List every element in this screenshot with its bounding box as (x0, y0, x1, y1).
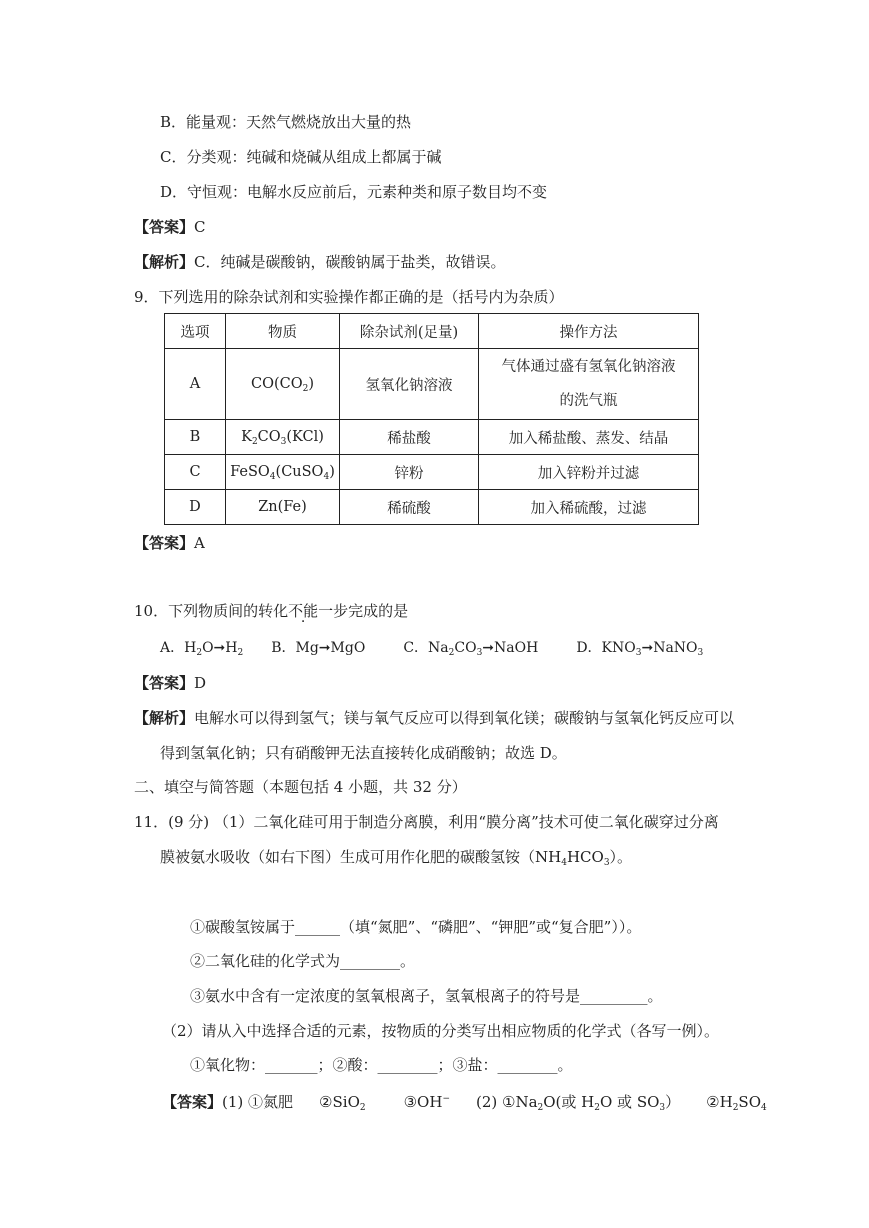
q10-options (160, 638, 703, 658)
row-substance: $CO(CO_2)$ (226, 349, 340, 420)
row-option: B (165, 420, 226, 455)
answer-line (134, 217, 206, 237)
q10-explanation-line2: 得到氢氧化钠；只有硝酸钾无法直接转化成硝酸钠；故选 D。 (160, 744, 567, 762)
table-row (165, 490, 699, 525)
row-substance: FeSO$_4$(CuSO$_4$) (226, 455, 340, 490)
q10-option-c: C．$Na_2CO_3➞NaOH$ (403, 640, 539, 658)
answer-value: D (194, 674, 207, 692)
row-option: A (165, 349, 226, 420)
q10-explanation-line (134, 708, 734, 728)
q11-line2: 膜被氨水吸收（如右下图）生成可用作化肥的碳酸氢铵$(NH_4HCO_3)$。 (160, 848, 633, 868)
answer-part-e: O(或 H (543, 1093, 595, 1111)
row-operation (479, 349, 699, 420)
table-row (165, 349, 699, 420)
q10-stem (134, 601, 408, 621)
row-operation-line2: 的洗气瓶 (559, 393, 618, 409)
answer-value: C (194, 218, 206, 236)
row-reagent: 氢氧化钠溶液 (340, 349, 479, 420)
explanation-line (134, 252, 506, 272)
table-row (165, 455, 699, 490)
explanation-text: 电解水可以得到氢气；镁与氧气反应可以得到氧化镁；碳酸钠与氢氧化钙反应可以 (194, 709, 735, 727)
explanation-tag: 【解析】 (134, 709, 195, 727)
table-row (165, 420, 699, 455)
row-option: C (165, 455, 226, 490)
header-substance: 物质 (226, 314, 340, 349)
explanation-tag: 【解析】 (134, 253, 195, 271)
q11-part2-subs: ①氧化物：_______；②酸：________；③盐：________。 (190, 1056, 573, 1074)
answer-part-g: ） (665, 1093, 681, 1111)
q10-stem-emphasis: 不能 (288, 602, 319, 620)
answer-value: A (194, 534, 205, 552)
row-operation: 加入稀硫酸，过滤 (479, 490, 699, 525)
answer-tag: 【答案】 (162, 1093, 223, 1111)
answer-tag: 【答案】 (134, 534, 195, 552)
q11-line1: 11．(9 分) （1）二氧化硅可用于制造分离膜，利用“膜分离”技术可使二氧化碳穿过分离 (134, 813, 719, 831)
option-b: B．能量观：天然气燃烧放出大量的热 (160, 113, 412, 131)
header-operation: 操作方法 (479, 314, 699, 349)
answer-tag: 【答案】 (134, 218, 195, 236)
answer-tag: 【答案】 (134, 674, 195, 692)
answer-part-f: O 或 SO (599, 1093, 660, 1111)
q10-option-a: A．$H_2O➞H_2$ (160, 640, 244, 658)
row-substance: Zn(Fe) (226, 490, 340, 525)
q10-stem-post: 一步完成的是 (318, 602, 409, 620)
q10-answer-line (134, 673, 206, 693)
header-reagent: 除杂试剂(足量) (340, 314, 479, 349)
option-d: D．守恒观：电解水反应前后，元素种类和原子数目均不变 (160, 183, 548, 201)
row-option: D (165, 490, 226, 525)
q10-option-b: B．Mg➞MgO (271, 640, 366, 656)
q11-sub1: ①碳酸氢铵属于______（填“氮肥”、“磷肥”、“钾肥”或“复合肥”））。 (190, 918, 642, 936)
explanation-text: C．纯碱是碳酸钠，碳酸钠属于盐类，故错误。 (194, 253, 506, 271)
q11-sub3: ③氨水中含有一定浓度的氢氧根离子，氢氧根离子的符号是_________。 (190, 987, 663, 1005)
q10-stem-pre: 10．下列物质间的转化 (134, 602, 289, 620)
q9-answer-line (134, 533, 205, 553)
answer-part-b: ②SiO$_2$ (319, 1093, 366, 1113)
row-reagent: 锌粉 (340, 455, 479, 490)
row-reagent: 稀盐酸 (340, 420, 479, 455)
q9-table (164, 313, 699, 525)
header-option: 选项 (165, 314, 226, 349)
answer-part-c: ③OH (403, 1093, 443, 1111)
q11-part2: （2）请从入中选择合适的元素，按物质的分类写出相应物质的化学式（各写一例）。 (162, 1022, 720, 1040)
option-c: C．分类观：纯碱和烧碱从组成上都属于碱 (160, 148, 442, 166)
answer-part-a: (1) ①氮肥 (222, 1093, 294, 1111)
q11-sub2: ②二氧化硅的化学式为________。 (190, 952, 416, 970)
q10-option-d: D．$KNO_3➞NaNO_3$ (576, 640, 704, 658)
q9-stem: 9．下列选用的除杂试剂和实验操作都正确的是（括号内为杂质） (134, 288, 564, 306)
row-reagent: 稀硫酸 (340, 490, 479, 525)
row-operation: 加入锌粉并过滤 (479, 455, 699, 490)
q11-line2-post: ）。 (609, 848, 633, 866)
row-substance: $K_2CO_3(KCl)$ (226, 420, 340, 455)
q11-line2-pre: 膜被氨水吸收（如右下图）生成可用作化肥的碳酸氢铵（NH (160, 848, 562, 866)
table-header-row (165, 314, 699, 349)
answer-part-d: (2) ①Na (475, 1093, 538, 1111)
q11-answer-line: 【答案】(1) ①氮肥 ②SiO$_2$ ③OH− (2) $①Na_2O$(或 $H_2O$ 或 $SO_3$） $②H_2SO_4$ (162, 1093, 767, 1113)
answer-part-h: $②H_2SO_4$ (706, 1093, 767, 1113)
row-operation-line1: 气体通过盛有氢氧化钠溶液 (501, 359, 676, 375)
row-operation: 加入稀盐酸、蒸发、结晶 (479, 420, 699, 455)
section-heading: 二、填空与简答题（本题包括 4 小题，共 32 分） (134, 778, 467, 796)
